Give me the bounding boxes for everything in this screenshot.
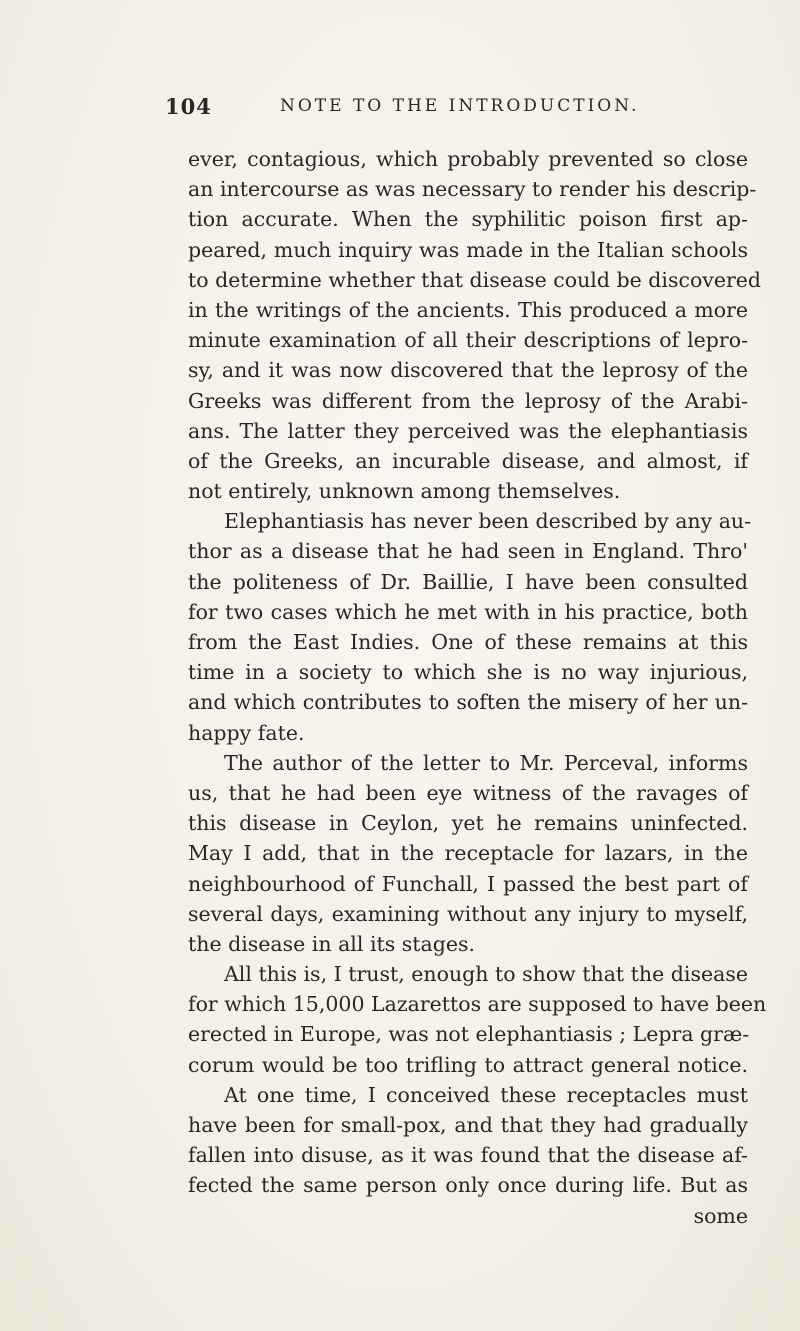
text-line: ever, contagious, which probably prevented so close <box>188 147 748 171</box>
text-line: this disease in Ceylon, yet he remains uninfected. <box>188 811 748 836</box>
text-line: At one time, I conceived these receptacles must <box>224 1082 748 1107</box>
text-line: to determine whether that disease could be discovered <box>188 267 762 292</box>
text-line: The author of the letter to Mr. Perceval, informs <box>224 750 748 775</box>
text-line: the politeness of Dr. Baillie, I have been consulted <box>188 569 748 594</box>
text-line: thor as a disease that he had seen in England. Thro' <box>188 539 748 564</box>
text-line: ans. The latter they perceived was the elephantiasis <box>188 418 748 443</box>
text-line: neighbourhood of Funchall, I passed the best part of <box>188 871 748 896</box>
text-line: of the Greeks, an incurable disease, and almost, if <box>188 448 748 473</box>
text-line: not entirely, unknown among themselves. <box>188 479 621 504</box>
catchword: some <box>693 1203 748 1228</box>
body-text <box>188 144 767 1231</box>
text-line: minute examination of all their descriptions of lepro- <box>188 328 748 353</box>
text-line: fected the same person only once during life. But as <box>188 1173 748 1198</box>
text-line: have been for small-pox, and that they had gradually <box>188 1113 748 1137</box>
text-line: in the writings of the ancients. This produced a more <box>188 297 748 322</box>
running-head: NOTE TO THE INTRODUCTION. <box>280 96 640 116</box>
text-line: fallen into disuse, as it was found that the disease af- <box>188 1143 748 1168</box>
text-line: May I add, that in the receptacle for lazars, in the <box>188 841 748 866</box>
text-line: sy, and it was now discovered that the leprosy of the <box>188 358 748 383</box>
text-line: corum would be too trifling to attract general notice. <box>188 1052 748 1077</box>
text-line: peared, much inquiry was made in the Italian schools <box>188 237 748 262</box>
page-number: 104 <box>165 94 212 119</box>
text-line: for two cases which he met with in his practice, both <box>188 599 748 624</box>
text-line: tion accurate. When the syphilitic poison first ap- <box>188 207 748 232</box>
text-line: several days, examining without any injury to myself, <box>188 901 748 926</box>
text-line: for which 15,000 Lazarettos are supposed to have been <box>188 992 767 1017</box>
text-line: All this is, I trust, enough to show that the disease <box>224 962 748 987</box>
text-line: Elephantiasis has never been described by any au- <box>224 509 752 534</box>
text-line: erected in Europe, was not elephantiasis ; Lepra græ- <box>188 1022 750 1047</box>
text-line: the disease in all its stages. <box>188 931 476 956</box>
text-line: and which contributes to soften the misery of her un- <box>188 690 748 715</box>
text-line: an intercourse as was necessary to render his descrip- <box>188 177 757 202</box>
text-line: from the East Indies. One of these remains at this <box>188 630 748 654</box>
text-line: Greeks was different from the leprosy of the Arabi- <box>188 388 748 413</box>
page-header <box>165 94 725 128</box>
text-line: us, that he had been eye witness of the ravages of <box>188 780 748 805</box>
text-line: happy fate. <box>188 720 305 745</box>
text-line: time in a society to which she is no way injurious, <box>188 660 748 685</box>
